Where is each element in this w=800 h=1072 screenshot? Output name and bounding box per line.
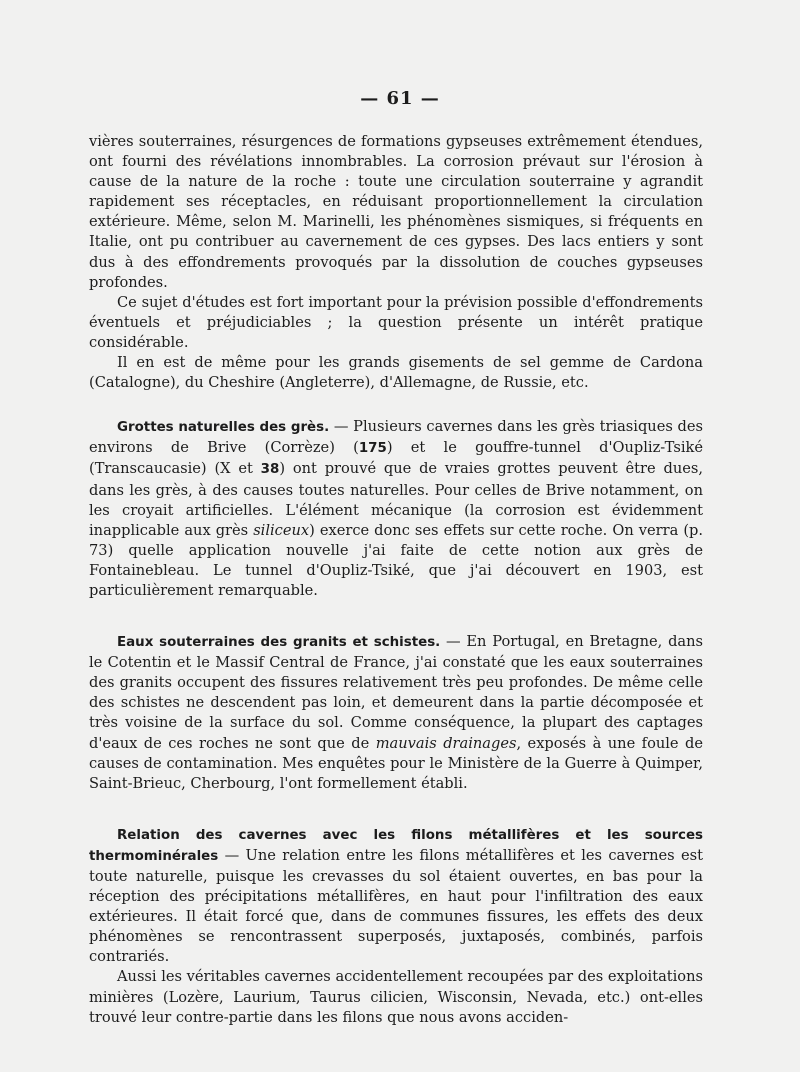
page-number: — 61 — — [360, 88, 440, 109]
paragraph-mining-caves: Aussi les véritables cavernes accidentellement recoupées par des exploitations minières (Lozère, Laurium, Taurus cilicien, Wisconsin, Nevada, etc.) ont-elles trouvé leur contre-partie dans les filons que nous avons acciden- — [89, 968, 703, 1026]
section-granite-waters: Eaux souterraines des granits et schistes. — En Portugal, en Bretagne, dans le Cotentin et le Massif Central de France, j'ai constaté que les eaux souterraines des granits occupent des fissures relativement très peu profondes. De même celle des schistes ne descendent pas loin, et demeurent dans la partie décomposée et très voisine de la surface du sol. Comme conséquence, la plupart des captages d'eaux de ces roches ne sont que de mauvais drainages, exposés à une foule de causes de contamination. Mes enquêtes pour le Ministère de la Guerre à Quimper, Saint-Brieuc, Cherbourg, l'ont formellement établi. — [89, 633, 704, 792]
italic-term: mauvais drainages — [375, 734, 517, 752]
figure-reference: 38 — [260, 462, 280, 478]
section-sandstone-caves: Grottes naturelles des grès. — Plusieurs cavernes dans les grès triasiques des environs de Brive (Corrèze) (175) et le gouffre-tunnel d'Oupliz-Tsiké (Transcaucasie) (X et 38) ont prouvé que de vraies grottes peuvent être dues, dans les grès, à des causes toutes naturelles. Pour celles de Brive notamment, on les croyait artificielles. L'élément mécanique (la corrosion est évidemment inapplicable aux grès siliceux) exerce donc ses effets sur cette roche. On verra (p. 73) quelle application nouvelle j'ai faite de cette notion aux grès de Fontainebleau. Le tunnel d'Oupliz-Tsiké, que j'ai découvert en 1903, est particulièrement remarquable. — [89, 418, 703, 599]
section-heading: Grottes naturelles des grès. — [117, 420, 330, 436]
text-body — [89, 132, 703, 1028]
section-metal-veins: Relation des cavernes avec les filons métallifères et les sources thermominérales — Une relation entre les filons métallifères et les cavernes est toute naturelle, puisque les crevasses du sol étaient ouvertes, en bas pour la réception des précipitations métallifères, en haut pour l'infiltration des eaux extérieures. Il était forcé que, dans de communes fissures, les effets des deux phénomènes se rencontrassent superposés, juxtaposés, combinés, parfois contrariés. — [89, 827, 703, 966]
paragraph-collapse-study: Ce sujet d'études est fort important pour la prévision possible d'effondrements éventuels et préjudiciables ; la question présente un intérêt pratique considérable. — [89, 293, 703, 351]
section-heading: Eaux souterraines des granits et schistes. — [117, 635, 441, 651]
section-heading: Relation des cavernes avec les filons métallifères et les sources thermominérales — [89, 827, 703, 864]
figure-reference: 175 — [358, 441, 387, 457]
paragraph-gypsum-caves: vières souterraines, résurgences de formations gypseuses extrêmement étendues, ont fourni des révélations innombrables. La corrosion prévaut sur l'érosion à cause de la nature de la roche : toute une circulation souterraine y agrandit rapidement ses réceptacles, en réduisant proportionnellement la circulation extérieure. Même, selon M. Marinelli, les phénomènes sismiques, si fréquents en Italie, ont pu contribuer au cavernement de ces gypses. Des lacs entiers y sont dus à des effondrements provoqués par la dissolution de couches gypseuses profondes. — [89, 133, 703, 291]
paragraph-salt-deposits: Il en est de même pour les grands gisements de sel gemme de Cardona (Catalogne), du Cheshire (Angleterre), d'Allemagne, de Russie, etc. — [89, 354, 703, 392]
italic-term: siliceux — [253, 521, 310, 539]
